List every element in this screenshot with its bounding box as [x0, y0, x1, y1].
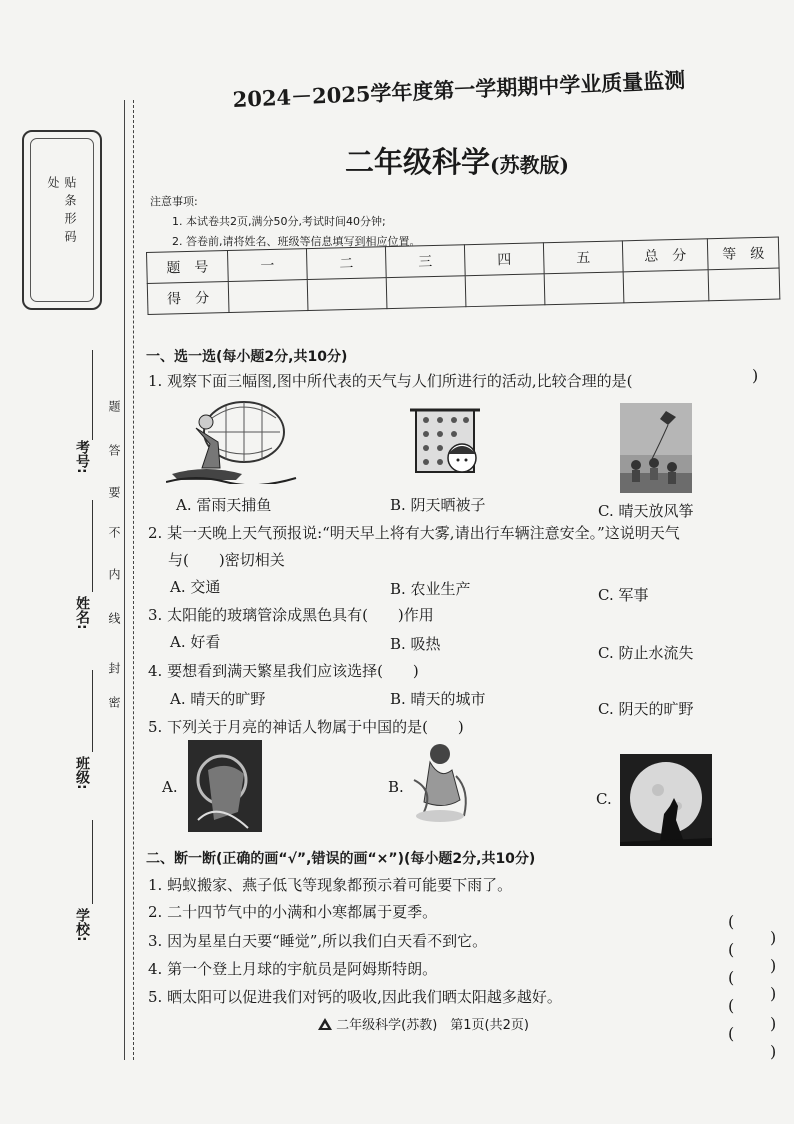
score-row-label: 得 分 — [147, 281, 229, 314]
seal-char: 答 — [107, 444, 121, 456]
seal-char: 要 — [107, 486, 121, 498]
drying-quilt-image — [408, 404, 484, 486]
myth-figure-b-image — [404, 740, 476, 826]
subject-name: 二年级科学 — [345, 145, 491, 179]
score-cell[interactable] — [465, 274, 545, 307]
score-cell[interactable] — [708, 268, 780, 301]
notes-title: 注意事项: — [150, 195, 198, 208]
q5-option-b[interactable]: B. — [388, 778, 404, 796]
judge-item: 3. 因为星星白天要“睡觉”,所以我们白天看不到它。 — [148, 932, 488, 950]
subject-title — [345, 140, 569, 181]
q4-text: 4. 要想看到满天繁星我们应该选择( ) — [148, 662, 419, 680]
name-line[interactable] — [92, 500, 93, 592]
q3-option-a[interactable]: A. 好看 — [170, 633, 221, 651]
exam-title: 2024－2025学年度第一学期期中学业质量监测 — [232, 67, 686, 112]
section2-heading: 二、断一断(正确的画“√”,错误的画“×”)(每小题2分,共10分) — [146, 851, 536, 867]
score-header: 三 — [385, 245, 465, 278]
score-cell[interactable] — [386, 276, 466, 309]
fishing-in-storm-image — [166, 398, 306, 484]
score-header: 四 — [464, 243, 544, 276]
q2-option-a[interactable]: A. 交通 — [170, 578, 221, 596]
score-header: 二 — [306, 247, 386, 280]
seal-char: 题 — [107, 400, 121, 412]
seal-char: 封 — [107, 662, 121, 674]
exam-page: 贴条形码处 题 答 要 不 内 线 封 密 考号: 姓名: 班级: 学校: 2024－2025学年度第一学期期中学业质量监测 二年级科学(苏教版) 注意事项: 1. 本试卷共2页,满分50分,考试时间40分钟; 2. 答卷前,请将姓名、班级等信息填写到相应位置。 题 号 一 二 三 四 五 总 分 等 级 得 分 一、选一选(每小题2分,共10分) 1. 观察下面三幅图,图中所代表的天气与人们所进行的活动,比较合理的是( ) A. 雷雨天捕鱼 B. 阴天晒被子 C. 晴天放风筝 2. 某一天晚上天气预报说:“明天早上将有大雾,请出行车辆注意安全。”这说明天气 与( )密切相关 A. 交通 B. 农业生产 C. 军事 3. 太阳能的玻璃管涂成黑色具有( )作用 A. 好看 B. 吸热 C. 防止水流失 4. 要想看到满天繁星我们应该选择( ) A. 晴天的旷野 B. 晴天的城市 C. 阴天的旷野 5. 下列关于月亮的神话人物属于中国的是( ) A. B. C. 二、断一断(正确的画“√”,错误的画“×”)(每小题2分,共10分) 1. 蚂蚁搬家、燕子低飞等现象都预示着可能要下雨了。 2. 二十四节气中的小满和小寒都属于夏季。 3. 因为星星白天要“睡觉”,所以我们白天看不到它。 4. 第一个登上月球的宇航员是阿姆斯特朗。 5. 晒太阳可以促进我们对钙的吸收,因此我们晒太阳越多越好。 ( ) ( ) ( ) ( ) ( ) 二年级科学(苏教) 第1页(共2页) — [0, 0, 794, 1124]
exam-number-label: 考号: — [74, 440, 90, 474]
sticker-label: 贴条形码处 — [46, 176, 77, 248]
school-line[interactable] — [92, 820, 93, 904]
q2-option-c[interactable]: C. 军事 — [598, 586, 649, 604]
q1-option-b[interactable]: B. 阴天晒被子 — [390, 496, 486, 514]
q1-option-a[interactable]: A. 雷雨天捕鱼 — [176, 496, 272, 514]
score-cell[interactable] — [544, 272, 624, 305]
q2-text-line1: 2. 某一天晚上天气预报说:“明天早上将有大雾,请出行车辆注意安全。”这说明天气 — [148, 524, 680, 542]
class-label: 班级: — [74, 756, 90, 790]
note-item: 2. 答卷前,请将姓名、班级等信息填写到相应位置。 — [172, 235, 421, 248]
score-header: 总 分 — [622, 239, 708, 272]
subject-version: (苏教版) — [490, 153, 569, 177]
judge-item: 4. 第一个登上月球的宇航员是阿姆斯特朗。 — [148, 960, 438, 978]
score-cell[interactable] — [228, 280, 308, 313]
q5-option-c[interactable]: C. — [596, 790, 612, 808]
q1-option-c[interactable]: C. 晴天放风筝 — [598, 502, 694, 520]
note-item: 1. 本试卷共2页,满分50分,考试时间40分钟; — [172, 215, 386, 228]
q1-text: 1. 观察下面三幅图,图中所代表的天气与人们所进行的活动,比较合理的是( — [148, 372, 633, 390]
seal-char: 密 — [107, 696, 121, 708]
score-header: 一 — [227, 249, 307, 282]
page-footer — [318, 1014, 529, 1033]
q3-option-b[interactable]: B. 吸热 — [390, 635, 441, 653]
q2-option-b[interactable]: B. 农业生产 — [390, 580, 471, 598]
judge-item: 1. 蚂蚁搬家、燕子低飞等现象都预示着可能要下雨了。 — [148, 876, 513, 894]
class-line[interactable] — [92, 670, 93, 752]
footer-text: 二年级科学(苏教) 第1页(共2页) — [336, 1018, 529, 1033]
exam-number-line[interactable] — [92, 350, 93, 440]
score-cell[interactable] — [307, 278, 387, 311]
q4-option-a[interactable]: A. 晴天的旷野 — [170, 690, 266, 708]
publisher-logo-icon — [318, 1018, 332, 1030]
score-header: 题 号 — [147, 251, 229, 284]
seal-char: 不 — [107, 526, 121, 538]
name-label: 姓名: — [74, 596, 90, 630]
seal-dashed-line — [133, 100, 134, 1060]
q2-text-line2: 与( )密切相关 — [168, 551, 285, 569]
seal-char: 内 — [107, 568, 121, 580]
seal-char: 线 — [107, 612, 121, 624]
q3-text: 3. 太阳能的玻璃管涂成黑色具有( )作用 — [148, 606, 434, 624]
judge-item: 2. 二十四节气中的小满和小寒都属于夏季。 — [148, 903, 438, 921]
score-header: 五 — [543, 241, 623, 274]
q5-option-a[interactable]: A. — [162, 778, 178, 796]
q5-text: 5. 下列关于月亮的神话人物属于中国的是( ) — [148, 718, 464, 736]
q1-answer-paren[interactable]: ) — [752, 366, 759, 385]
score-cell[interactable] — [623, 270, 709, 303]
section1-heading: 一、选一选(每小题2分,共10分) — [146, 349, 348, 365]
q4-option-c[interactable]: C. 阴天的旷野 — [598, 700, 694, 718]
q3-option-c[interactable]: C. 防止水流失 — [598, 644, 694, 662]
flying-kite-image — [620, 403, 692, 493]
judge-item: 5. 晒太阳可以促进我们对钙的吸收,因此我们晒太阳越多越好。 — [148, 988, 562, 1006]
binding-line — [124, 100, 125, 1060]
school-label: 学校: — [74, 908, 90, 942]
q4-option-b[interactable]: B. 晴天的城市 — [390, 690, 486, 708]
notes — [150, 192, 421, 252]
wolf-moon-image — [620, 754, 712, 846]
myth-figure-a-image — [188, 740, 262, 832]
score-header: 等 级 — [707, 237, 779, 270]
barcode-sticker-area — [22, 130, 102, 310]
